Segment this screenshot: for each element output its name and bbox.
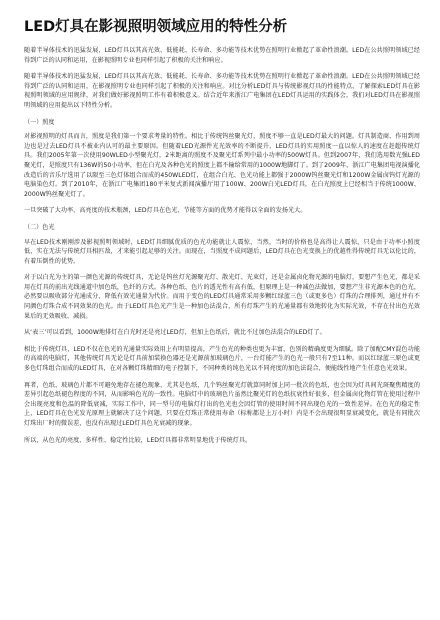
document-body <box>24 46 420 445</box>
paragraph: 早在LED技术刚刚涉及影视照明领域时，LED灯具细腻优质的色光功能就让人震惊，当然，当时的价格也是高得让人震惊，只是由于功率小照度低，实在无法与传统灯具相匹敌，才来能引起足够的关注。而现在，当照度不成问题后，LED灯具在色光变换上的优越性得传统灯具无以伦比的，有着压倒性的优势。 <box>24 238 420 265</box>
paragraph: 对影视照明的灯具而言，照度是我们第一个要求考量的特性。相比于传统钨丝聚光灯，照度不够一直是LED灯最大的问题。灯具制造商、作用到周边也是过去LED灯具不被业内认可的最主要原因。但随着LED光源件光光效率的不断提升，LED灯具的实用照度一直以惊人的速度在赶超传统灯具。我们2005年第一次使用90WLED小型聚光灯，2米距离的照度不及聚光灯系列中最小功率的500W灯具。但到2007年，我们选用数光强LED聚光灯，是照度只有136W的50小功率，但在白光及各种色光的照度上都不输给常用的1000W地脚灯了。到了2009年，浙江广电集团电视演播化改造后的音乐厅选用了以限至三色灯体组合而成的450WLED灯，在组合白光、色光功能上都强于2000W钨丝聚光灯和1200W金属卤钨灯光源的电脑染色灯。到了2010年，在浙江广电集团180平米复式新闻演播厅用了100W、200W白光LED灯具，在白光照度上已经相当于传统1000W、2000W钨丝聚光灯了。 <box>24 133 420 198</box>
document-title: LED灯具在影视照明领域应用的特性分析 <box>24 19 288 35</box>
section-heading: （一）照度 <box>24 118 55 126</box>
paragraph: 从‘表三’可以看到，1000W地排灯在白光时还是亮过LED灯，但加上色纸后，就比不过加色法混合的LED灯了。 <box>24 329 326 337</box>
paragraph: 所以，从色光的亮度、多样性、稳定性比较，LED灯具都非常明显地优于传统灯具。 <box>24 436 252 444</box>
section-heading: （二）色光 <box>24 223 55 231</box>
paragraph: 再者，色纸、玻璃色片都不可避免地存在褪色现象，尤其是色纸，几个钨丝聚光灯就算同时加上同一批次的色纸，也会因为灯具间光斑聚焦精度的差异引起色纸褪色程度的不同，从而影响色光的一致性。电脑灯中的玻璃色片虽然比聚光灯的色纸抗衰性好很多，但金属卤化物灯管在使用过程中会出现亮度和色温的降低衰减，实际工作中，同一型号的电脑灯打出的色光也会因灯管的使用时间不同出现色光的一致性差异。在色光的稳定性上，LED灯具在色光发光原理上就解决了这个问题，只要在灯珠正常使用寿命（标称都是上万小时）内是不会出现很明显衰减变化，就是有同批次灯珠出厂时的微误差，也没有出现过LED灯具色光衰减的现象。 <box>24 381 420 427</box>
paragraph: 对于以白光为主的第一颜色光源的传统灯具，无论是钨丝灯光源聚光灯、散光灯、光束灯，还是金属卤化物光源的电脑灯，要想产生色光，都是采用在灯具的前出光线通道中加色纸，色纤的方式。各种色纸、色片的透光性有高有低，但原理上是一种减色法做加，要想产生非光源本色的色光，必然要以吸收部分光通成分、降低有效光通量为代价。而用于变色的LED灯具通常采用多颗红绿蓝三色（或更多色）灯珠的合理排列，通过并有不同颜色灯珠合成不同效果的色光。由于LED灯具色光产生是一种加色法混合，所有灯珠产生的光通量都有效地转化为实际光效，不存在付出色光效果后的无效吸收、减损。 <box>24 274 420 320</box>
paragraph: 随着半导体技术的迅猛发展，LED灯具以其高光效、低能耗、长寿命、多功能等技术优势在照明行业掀起了革命性浪潮。LED在公共照明领域已经得到广泛的认同和运用，在影视照明专业也同样引起了积极的关注和响应。 <box>24 47 420 64</box>
paragraph: 一旦突破了大功率、高亮度的技术瓶颈，LED灯具在色光、节能等方面的优势才能得以全面的发扬光大。 <box>24 207 307 215</box>
paragraph: 随着半导体技术的迅猛发展，LED灯具以其高光效、低能耗、长寿命、多功能等技术优势在照明行业掀起了革命性浪潮。LED在公共照明领域已经得到广泛的认同和运用，在影视照明专业也同样引起了积极的关注和响应。对比分析LED灯具与传统影视灯具的性能特点，了解探索LED灯具在影视照明领域的应用规律，对我们做好影视照明工作有着积极意义。结合近年来浙江广电集团在LED灯具运用的实践体会，我们对LED灯具在影视照明领域的应用提出以下特性分析。 <box>24 73 420 109</box>
paragraph: 相比于传统灯具，LED不仅在色光的光通量实际效用上有明显提高，产生色光的种类也更为丰富，色别的精确度更为细腻。除了加配CMY混色功能的高端的电脑灯，其他传统灯具无论是灯具前加装换色器还是光源前加玻璃色片，一台灯能产生的色光一般只有7至11种。而以红绿蓝三原色或更多色灯珠组合而成的LED灯具，在对各颗灯珠精细的电子控制下，不同种类的纯色光以不同亮度的加色法混合，便能线性地产生任意色光效果。 <box>24 345 420 373</box>
